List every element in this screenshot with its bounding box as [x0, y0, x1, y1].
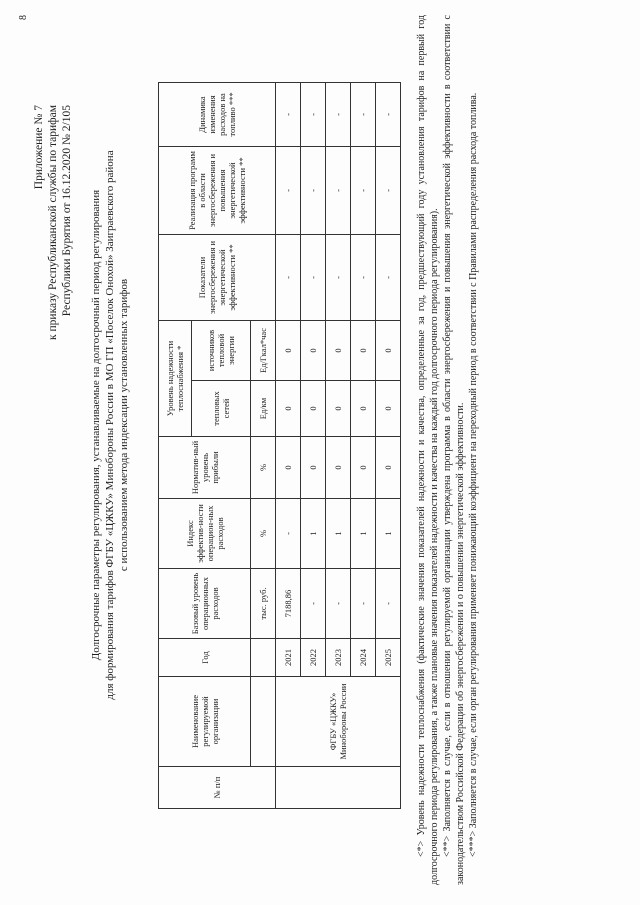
title-line-2: для формирования тарифов ФГБУ «ЦЖКУ» Минобороны России в МО ГП «Поселок Онохой» Заиграевского района	[104, 150, 116, 700]
header-networks: тепловых сетей	[192, 381, 251, 437]
header-profit: Норматив-ный уровень прибыли	[159, 437, 251, 499]
org-name: ФГБУ «ЦЖКУ» Минобороны России	[276, 677, 401, 767]
unit-base: тыс. руб.	[251, 569, 276, 639]
cell-profit: 0	[276, 437, 301, 499]
cell-index: -	[276, 499, 301, 569]
header-fuel: Динамика изменения расходов на топливо ***	[159, 83, 276, 147]
cell-base: -	[326, 569, 351, 639]
cell-fuel: -	[326, 83, 351, 147]
header-program: Реализация программ в области энергосбережения и повышения энергетической эффективности **	[159, 147, 276, 235]
header-reliability: Уровень надежности теплоснабжения *	[159, 321, 192, 437]
cell-energy: -	[326, 235, 351, 321]
cell-networks: 0	[301, 381, 326, 437]
cell-index: 1	[376, 499, 401, 569]
unit-networks: Ед/км	[251, 381, 276, 437]
cell-index: 1	[326, 499, 351, 569]
table-row	[276, 83, 301, 809]
row-num	[276, 767, 401, 809]
title-line-3: с использованием метода индексации установленных тарифов	[118, 278, 130, 572]
cell-fuel: -	[301, 83, 326, 147]
header-energy: Показатели энергосбережения и энергетической эффективности **	[159, 235, 276, 321]
cell-program: -	[301, 147, 326, 235]
footnote-energy-program: <**> Заполняется в случае, если в отношении регулируемой организации утверждена программа в области энергосбережения и повышения энергетической эффективности в соответствии с законодательством Российской Федерации об энергосбережении и о повышении энергетической эффективности.	[442, 15, 466, 885]
cell-base: -	[301, 569, 326, 639]
cell-networks: 0	[276, 381, 301, 437]
cell-sources: 0	[301, 321, 326, 381]
cell-year: 2025	[376, 639, 401, 677]
cell-energy: -	[376, 235, 401, 321]
units-year	[251, 639, 276, 677]
cell-year: 2022	[301, 639, 326, 677]
cell-program: -	[276, 147, 301, 235]
unit-profit: %	[251, 437, 276, 499]
cell-energy: -	[301, 235, 326, 321]
cell-base: -	[351, 569, 376, 639]
header-sources: источников тепловой энергии	[192, 321, 251, 381]
header-row	[159, 83, 192, 809]
cell-index: 1	[351, 499, 376, 569]
header-org: Наименование регулируемой организации	[159, 677, 251, 767]
appendix-line-2: к приказу Республиканской службы по тарифам	[47, 105, 59, 340]
cell-networks: 0	[351, 381, 376, 437]
appendix-header	[32, 105, 74, 340]
cell-energy: -	[351, 235, 376, 321]
cell-year: 2024	[351, 639, 376, 677]
cell-fuel: -	[376, 83, 401, 147]
footnote-fuel: <***> Заполняется в случае, если орган регулирования применяет понижающий коэффициент на переходный период в соответствии с Правилами распределения расхода топлива.	[468, 92, 479, 857]
cell-profit: 0	[326, 437, 351, 499]
cell-index: 1	[301, 499, 326, 569]
appendix-line-1: Приложение № 7	[33, 105, 45, 190]
cell-sources: 0	[276, 321, 301, 381]
cell-program: -	[351, 147, 376, 235]
cell-profit: 0	[351, 437, 376, 499]
footnote-reliability: <*> Уровень надежности теплоснабжения (фактические значения показателей надежности и качества, определенные за год, предшествующий году установления тарифов на первый год долгосрочного периода регулирования, а также плановые значения показателей надежности и качества на каждый год долгосрочного периода регулирования).	[416, 15, 440, 885]
units-org	[251, 677, 276, 767]
cell-sources: 0	[326, 321, 351, 381]
cell-base: 7188,86	[276, 569, 301, 639]
parameters-table	[158, 82, 401, 809]
cell-sources: 0	[376, 321, 401, 381]
cell-year: 2021	[276, 639, 301, 677]
cell-profit: 0	[301, 437, 326, 499]
title-line-1: Долгосрочные параметры регулирования, устанавливаемые на долгосрочный период регулирования	[90, 189, 102, 661]
header-num: № п/п	[159, 767, 276, 809]
cell-sources: 0	[351, 321, 376, 381]
header-year: Год	[159, 639, 251, 677]
cell-networks: 0	[326, 381, 351, 437]
footnotes	[416, 15, 482, 885]
document-title	[89, 125, 131, 725]
cell-fuel: -	[351, 83, 376, 147]
header-index: Индекс эффектив-ности операцион-ных расходов	[159, 499, 251, 569]
cell-fuel: -	[276, 83, 301, 147]
cell-program: -	[326, 147, 351, 235]
cell-profit: 0	[376, 437, 401, 499]
header-base: Базовый уровень операционных расходов	[159, 569, 251, 639]
appendix-line-3: Республики Бурятия от 16.12.2020 № 2/105	[61, 105, 73, 317]
cell-base: -	[376, 569, 401, 639]
unit-sources: Ед/Гкал*час	[251, 321, 276, 381]
unit-index: %	[251, 499, 276, 569]
cell-energy: -	[276, 235, 301, 321]
cell-year: 2023	[326, 639, 351, 677]
cell-networks: 0	[376, 381, 401, 437]
page-number: 8	[18, 15, 29, 20]
cell-program: -	[376, 147, 401, 235]
